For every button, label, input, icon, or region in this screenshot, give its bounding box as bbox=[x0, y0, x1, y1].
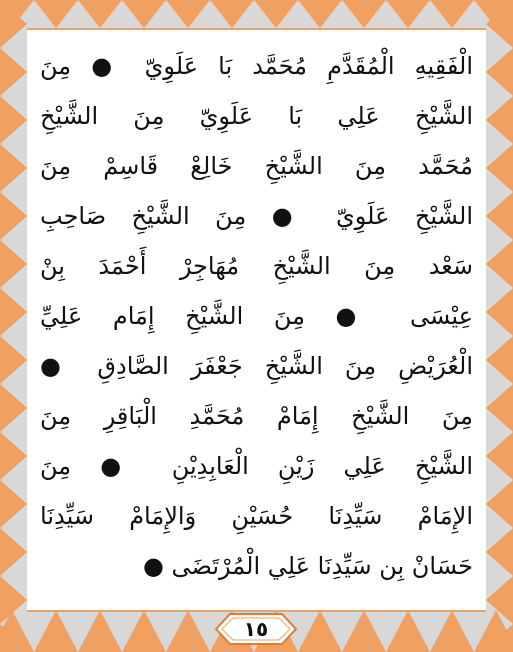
text-line: حَسَانْ بِن سَيِّدِنَا عَلِي الْمُرْتَضَى ● bbox=[142, 552, 473, 580]
arabic-text-block bbox=[40, 42, 473, 602]
text-line: الْفَقِيهِ الْمُقَدَّمِ مُحَمَّد بَا عَلَوِيّ ● مِنَ bbox=[40, 52, 473, 80]
text-line: سَعْد مِنَ الشَّيْخِ مُهَاجِرْ أَحْمَدَ بِنْ bbox=[40, 252, 473, 280]
page-number: ١٥ bbox=[243, 617, 269, 641]
text-line: مُحَمَّد مِنَ الشَّيْخِ خَالِعْ قَاسِمْ مِنَ bbox=[40, 152, 473, 180]
text-line: الإِمَامْ سَيِّدِنَا حُسَيْنِ وَالإِمَامْ سَيِّدِنَا bbox=[40, 502, 473, 530]
text-line: الشَّيْخِ عَلِي زَيْنِ الْعَابِدِيْنِ ● مِنَ bbox=[40, 452, 473, 480]
text-line: الشَّيْخِ عَلَوِيّ ● مِنَ الشَّيْخِ صَاحِبِ bbox=[40, 202, 473, 230]
text-line: عِيْسَى ● مِنَ الشَّيْخِ إِمَام عَلِيِّ bbox=[40, 302, 473, 330]
text-line: مِنَ الشَّيْخِ إِمَامْ مُحَمَّدِ الْبَاقِرِ مِنَ bbox=[40, 402, 473, 430]
text-line: الْعُرَيْضِ مِنَ الشَّيْخِ جَعْفَرَ الصَّادِقِ ● bbox=[40, 352, 473, 380]
text-line: الشَّيْخِ عَلِي بَا عَلَوِيّ مِنَ الشَّيْخِ bbox=[40, 102, 473, 130]
